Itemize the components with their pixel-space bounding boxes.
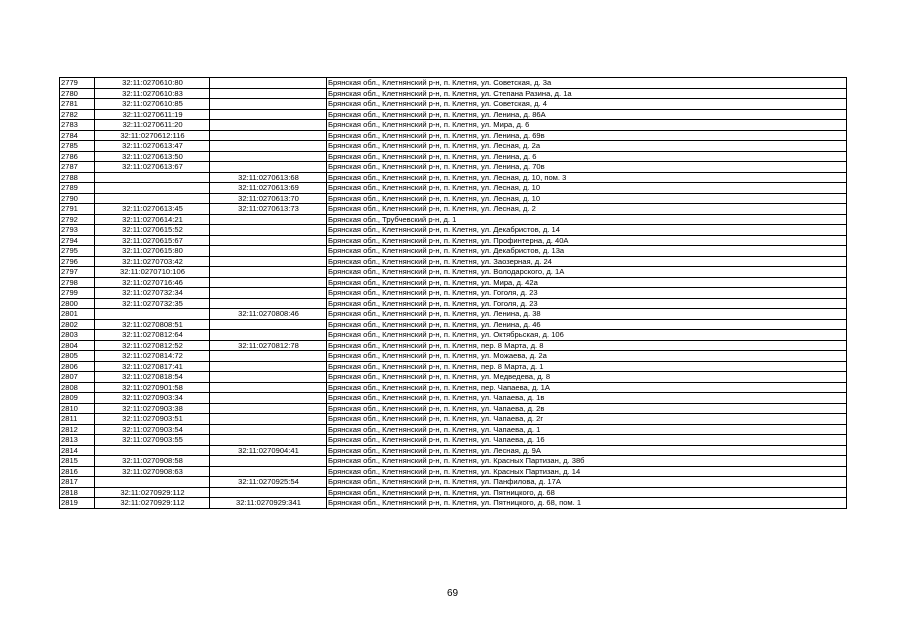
- table-row: [60, 120, 847, 131]
- table-row: [60, 256, 847, 267]
- table-row: [60, 361, 847, 372]
- cadastral-number-cell: 32:11:0270703:42: [95, 256, 210, 267]
- address-cell: Брянская обл., Клетнянский р-н, п. Клетня, пер. 8 Марта, д. 8: [327, 340, 847, 351]
- address-cell: Брянская обл., Клетнянский р-н, п. Клетня, ул. Гоголя, д. 23: [327, 288, 847, 299]
- cadastral-number-cell: 32:11:0270901:58: [95, 382, 210, 393]
- row-number-cell: 2814: [60, 445, 95, 456]
- row-number-cell: 2802: [60, 319, 95, 330]
- address-cell: Брянская обл., Клетнянский р-н, п. Клетня, ул. Гоголя, д. 23: [327, 298, 847, 309]
- address-cell: Брянская обл., Клетнянский р-н, п. Клетня, ул. Лесная, д. 10, пом. 3: [327, 172, 847, 183]
- row-number-cell: 2810: [60, 403, 95, 414]
- row-number-cell: 2812: [60, 424, 95, 435]
- row-number-cell: 2819: [60, 498, 95, 509]
- cadastral-number-cell: 32:11:0270610:80: [95, 78, 210, 89]
- premises-cadastral-number-cell: [210, 403, 327, 414]
- premises-cadastral-number-cell: [210, 78, 327, 89]
- premises-cadastral-number-cell: [210, 361, 327, 372]
- cadastral-number-cell: 32:11:0270808:51: [95, 319, 210, 330]
- premises-cadastral-number-cell: [210, 288, 327, 299]
- table-row: [60, 78, 847, 89]
- address-cell: Брянская обл., Клетнянский р-н, п. Клетня, ул. Лесная, д. 2а: [327, 141, 847, 152]
- address-cell: Брянская обл., Клетнянский р-н, п. Клетня, ул. Мира, д. 6: [327, 120, 847, 131]
- cadastral-number-cell: [95, 183, 210, 194]
- table-row: [60, 172, 847, 183]
- cadastral-number-cell: [95, 477, 210, 488]
- row-number-cell: 2806: [60, 361, 95, 372]
- row-number-cell: 2795: [60, 246, 95, 257]
- cadastral-number-cell: 32:11:0270611:20: [95, 120, 210, 131]
- table-row: [60, 193, 847, 204]
- address-cell: Брянская обл., Клетнянский р-н, п. Клетня, ул. Декабристов, д. 14: [327, 225, 847, 236]
- cadastral-number-cell: [95, 309, 210, 320]
- row-number-cell: 2801: [60, 309, 95, 320]
- table-row: [60, 246, 847, 257]
- row-number-cell: 2786: [60, 151, 95, 162]
- cadastral-number-cell: 32:11:0270903:51: [95, 414, 210, 425]
- premises-cadastral-number-cell: [210, 298, 327, 309]
- table-row: [60, 466, 847, 477]
- table-row: [60, 309, 847, 320]
- table-row: [60, 498, 847, 509]
- premises-cadastral-number-cell: [210, 109, 327, 120]
- cadastral-number-cell: 32:11:0270613:67: [95, 162, 210, 173]
- table-row: [60, 435, 847, 446]
- table-row: [60, 298, 847, 309]
- table-row: [60, 109, 847, 120]
- row-number-cell: 2791: [60, 204, 95, 215]
- premises-cadastral-number-cell: [210, 351, 327, 362]
- table-row: [60, 288, 847, 299]
- premises-cadastral-number-cell: [210, 393, 327, 404]
- register-table-container: [59, 77, 841, 509]
- cadastral-number-cell: 32:11:0270615:67: [95, 235, 210, 246]
- address-cell: Брянская обл., Клетнянский р-н, п. Клетня, ул. Мира, д. 42а: [327, 277, 847, 288]
- address-cell: Брянская обл., Клетнянский р-н, п. Клетня, ул. Панфилова, д. 17А: [327, 477, 847, 488]
- premises-cadastral-number-cell: [210, 235, 327, 246]
- premises-cadastral-number-cell: [210, 277, 327, 288]
- address-cell: Брянская обл., Клетнянский р-н, п. Клетня, ул. Ленина, д. 46: [327, 319, 847, 330]
- address-cell: Брянская обл., Трубчевский р-н, д. 1: [327, 214, 847, 225]
- row-number-cell: 2807: [60, 372, 95, 383]
- cadastral-number-cell: 32:11:0270732:35: [95, 298, 210, 309]
- premises-cadastral-number-cell: [210, 225, 327, 236]
- row-number-cell: 2798: [60, 277, 95, 288]
- cadastral-number-cell: 32:11:0270615:80: [95, 246, 210, 257]
- table-row: [60, 424, 847, 435]
- table-row: [60, 151, 847, 162]
- cadastral-number-cell: 32:11:0270812:52: [95, 340, 210, 351]
- row-number-cell: 2803: [60, 330, 95, 341]
- premises-cadastral-number-cell: [210, 414, 327, 425]
- cadastral-number-cell: 32:11:0270908:58: [95, 456, 210, 467]
- row-number-cell: 2794: [60, 235, 95, 246]
- address-cell: Брянская обл., Клетнянский р-н, п. Клетня, ул. Ленина, д. 38: [327, 309, 847, 320]
- row-number-cell: 2787: [60, 162, 95, 173]
- table-row: [60, 477, 847, 488]
- address-cell: Брянская обл., Клетнянский р-н, п. Клетня, ул. Красных Партизан, д. 14: [327, 466, 847, 477]
- address-cell: Брянская обл., Клетнянский р-н, п. Клетня, ул. Профинтерна, д. 40А: [327, 235, 847, 246]
- address-cell: Брянская обл., Клетнянский р-н, п. Клетня, ул. Пятницкого, д. 68: [327, 487, 847, 498]
- address-cell: Брянская обл., Клетнянский р-н, п. Клетня, ул. Ленина, д. 70в: [327, 162, 847, 173]
- address-cell: Брянская обл., Клетнянский р-н, п. Клетня, ул. Советская, д. 3а: [327, 78, 847, 89]
- premises-cadastral-number-cell: [210, 162, 327, 173]
- table-row: [60, 414, 847, 425]
- cadastral-number-cell: 32:11:0270817:41: [95, 361, 210, 372]
- row-number-cell: 2815: [60, 456, 95, 467]
- row-number-cell: 2793: [60, 225, 95, 236]
- table-row: [60, 204, 847, 215]
- cadastral-number-cell: 32:11:0270610:85: [95, 99, 210, 110]
- row-number-cell: 2782: [60, 109, 95, 120]
- premises-cadastral-number-cell: [210, 435, 327, 446]
- row-number-cell: 2785: [60, 141, 95, 152]
- premises-cadastral-number-cell: [210, 267, 327, 278]
- premises-cadastral-number-cell: 32:11:0270613:73: [210, 204, 327, 215]
- premises-cadastral-number-cell: [210, 99, 327, 110]
- address-cell: Брянская обл., Клетнянский р-н, п. Клетня, ул. Степана Разина, д. 1а: [327, 88, 847, 99]
- premises-cadastral-number-cell: [210, 382, 327, 393]
- row-number-cell: 2784: [60, 130, 95, 141]
- table-row: [60, 319, 847, 330]
- table-row: [60, 456, 847, 467]
- address-cell: Брянская обл., Клетнянский р-н, п. Клетня, ул. Заозерная, д. 24: [327, 256, 847, 267]
- row-number-cell: 2780: [60, 88, 95, 99]
- cadastral-number-cell: 32:11:0270613:50: [95, 151, 210, 162]
- row-number-cell: 2796: [60, 256, 95, 267]
- premises-cadastral-number-cell: 32:11:0270613:68: [210, 172, 327, 183]
- row-number-cell: 2781: [60, 99, 95, 110]
- premises-cadastral-number-cell: [210, 246, 327, 257]
- table-row: [60, 487, 847, 498]
- table-row: [60, 403, 847, 414]
- premises-cadastral-number-cell: [210, 424, 327, 435]
- cadastral-number-cell: 32:11:0270929:112: [95, 487, 210, 498]
- address-cell: Брянская обл., Клетнянский р-н, п. Клетня, ул. Лесная, д. 2: [327, 204, 847, 215]
- cadastral-number-cell: 32:11:0270732:34: [95, 288, 210, 299]
- address-cell: Брянская обл., Клетнянский р-н, п. Клетня, ул. Пятницкого, д. 68, пом. 1: [327, 498, 847, 509]
- address-cell: Брянская обл., Клетнянский р-н, п. Клетня, пер. Чапаева, д. 1А: [327, 382, 847, 393]
- table-row: [60, 372, 847, 383]
- cadastral-number-cell: [95, 445, 210, 456]
- premises-cadastral-number-cell: [210, 456, 327, 467]
- premises-cadastral-number-cell: [210, 141, 327, 152]
- table-row: [60, 445, 847, 456]
- cadastral-number-cell: 32:11:0270812:64: [95, 330, 210, 341]
- cadastral-number-cell: 32:11:0270613:47: [95, 141, 210, 152]
- table-row: [60, 130, 847, 141]
- premises-cadastral-number-cell: [210, 256, 327, 267]
- register-table: [59, 77, 847, 509]
- cadastral-number-cell: [95, 193, 210, 204]
- table-row: [60, 267, 847, 278]
- premises-cadastral-number-cell: 32:11:0270812:78: [210, 340, 327, 351]
- cadastral-number-cell: 32:11:0270903:54: [95, 424, 210, 435]
- premises-cadastral-number-cell: 32:11:0270613:70: [210, 193, 327, 204]
- cadastral-number-cell: 32:11:0270814:72: [95, 351, 210, 362]
- premises-cadastral-number-cell: [210, 466, 327, 477]
- premises-cadastral-number-cell: [210, 487, 327, 498]
- cadastral-number-cell: 32:11:0270716:46: [95, 277, 210, 288]
- premises-cadastral-number-cell: [210, 120, 327, 131]
- address-cell: Брянская обл., Клетнянский р-н, п. Клетня, ул. Можаева, д. 2а: [327, 351, 847, 362]
- address-cell: Брянская обл., Клетнянский р-н, п. Клетня, ул. Чапаева, д. 16: [327, 435, 847, 446]
- premises-cadastral-number-cell: 32:11:0270808:46: [210, 309, 327, 320]
- address-cell: Брянская обл., Клетнянский р-н, п. Клетня, ул. Чапаева, д. 2г: [327, 414, 847, 425]
- table-row: [60, 162, 847, 173]
- row-number-cell: 2808: [60, 382, 95, 393]
- address-cell: Брянская обл., Клетнянский р-н, п. Клетня, ул. Лесная, д. 9А: [327, 445, 847, 456]
- address-cell: Брянская обл., Клетнянский р-н, п. Клетня, ул. Лесная, д. 10: [327, 183, 847, 194]
- premises-cadastral-number-cell: 32:11:0270925:54: [210, 477, 327, 488]
- row-number-cell: 2816: [60, 466, 95, 477]
- premises-cadastral-number-cell: [210, 88, 327, 99]
- cadastral-number-cell: [95, 172, 210, 183]
- address-cell: Брянская обл., Клетнянский р-н, п. Клетня, ул. Лесная, д. 10: [327, 193, 847, 204]
- address-cell: Брянская обл., Клетнянский р-н, п. Клетня, ул. Октябрьская, д. 106: [327, 330, 847, 341]
- cadastral-number-cell: 32:11:0270903:38: [95, 403, 210, 414]
- address-cell: Брянская обл., Клетнянский р-н, п. Клетня, ул. Красных Партизан, д. 38б: [327, 456, 847, 467]
- table-row: [60, 382, 847, 393]
- table-row: [60, 214, 847, 225]
- row-number-cell: 2809: [60, 393, 95, 404]
- row-number-cell: 2799: [60, 288, 95, 299]
- premises-cadastral-number-cell: [210, 214, 327, 225]
- table-row: [60, 99, 847, 110]
- address-cell: Брянская обл., Клетнянский р-н, п. Клетня, ул. Ленина, д. 86А: [327, 109, 847, 120]
- table-row: [60, 88, 847, 99]
- address-cell: Брянская обл., Клетнянский р-н, п. Клетня, пер. 8 Марта, д. 1: [327, 361, 847, 372]
- cadastral-number-cell: 32:11:0270615:52: [95, 225, 210, 236]
- address-cell: Брянская обл., Клетнянский р-н, п. Клетня, ул. Ленина, д. 6: [327, 151, 847, 162]
- address-cell: Брянская обл., Клетнянский р-н, п. Клетня, ул. Чапаева, д. 1в: [327, 393, 847, 404]
- address-cell: Брянская обл., Клетнянский р-н, п. Клетня, ул. Декабристов, д. 13а: [327, 246, 847, 257]
- cadastral-number-cell: 32:11:0270611:19: [95, 109, 210, 120]
- address-cell: Брянская обл., Клетнянский р-н, п. Клетня, ул. Володарского, д. 1А: [327, 267, 847, 278]
- row-number-cell: 2788: [60, 172, 95, 183]
- address-cell: Брянская обл., Клетнянский р-н, п. Клетня, ул. Ленина, д. 69в: [327, 130, 847, 141]
- cadastral-number-cell: 32:11:0270908:63: [95, 466, 210, 477]
- premises-cadastral-number-cell: [210, 330, 327, 341]
- table-row: [60, 277, 847, 288]
- premises-cadastral-number-cell: 32:11:0270929:341: [210, 498, 327, 509]
- row-number-cell: 2800: [60, 298, 95, 309]
- address-cell: Брянская обл., Клетнянский р-н, п. Клетня, ул. Медведева, д. 8: [327, 372, 847, 383]
- table-row: [60, 183, 847, 194]
- row-number-cell: 2817: [60, 477, 95, 488]
- premises-cadastral-number-cell: 32:11:0270613:69: [210, 183, 327, 194]
- row-number-cell: 2779: [60, 78, 95, 89]
- cadastral-number-cell: 32:11:0270610:83: [95, 88, 210, 99]
- row-number-cell: 2813: [60, 435, 95, 446]
- cadastral-number-cell: 32:11:0270929:112: [95, 498, 210, 509]
- table-body: [60, 78, 847, 509]
- cadastral-number-cell: 32:11:0270613:45: [95, 204, 210, 215]
- table-row: [60, 393, 847, 404]
- table-row: [60, 235, 847, 246]
- row-number-cell: 2783: [60, 120, 95, 131]
- premises-cadastral-number-cell: 32:11:0270904:41: [210, 445, 327, 456]
- table-row: [60, 340, 847, 351]
- cadastral-number-cell: 32:11:0270614:21: [95, 214, 210, 225]
- row-number-cell: 2792: [60, 214, 95, 225]
- premises-cadastral-number-cell: [210, 319, 327, 330]
- row-number-cell: 2797: [60, 267, 95, 278]
- address-cell: Брянская обл., Клетнянский р-н, п. Клетня, ул. Чапаева, д. 2в: [327, 403, 847, 414]
- row-number-cell: 2818: [60, 487, 95, 498]
- cadastral-number-cell: 32:11:0270903:34: [95, 393, 210, 404]
- cadastral-number-cell: 32:11:0270612:116: [95, 130, 210, 141]
- table-row: [60, 330, 847, 341]
- cadastral-number-cell: 32:11:0270903:55: [95, 435, 210, 446]
- row-number-cell: 2811: [60, 414, 95, 425]
- address-cell: Брянская обл., Клетнянский р-н, п. Клетня, ул. Советская, д. 4: [327, 99, 847, 110]
- row-number-cell: 2805: [60, 351, 95, 362]
- table-row: [60, 351, 847, 362]
- row-number-cell: 2789: [60, 183, 95, 194]
- table-row: [60, 225, 847, 236]
- row-number-cell: 2804: [60, 340, 95, 351]
- table-row: [60, 141, 847, 152]
- premises-cadastral-number-cell: [210, 372, 327, 383]
- premises-cadastral-number-cell: [210, 151, 327, 162]
- cadastral-number-cell: 32:11:0270818:54: [95, 372, 210, 383]
- premises-cadastral-number-cell: [210, 130, 327, 141]
- address-cell: Брянская обл., Клетнянский р-н, п. Клетня, ул. Чапаева, д. 1: [327, 424, 847, 435]
- page-number: 69: [446, 588, 459, 599]
- cadastral-number-cell: 32:11:0270710:106: [95, 267, 210, 278]
- row-number-cell: 2790: [60, 193, 95, 204]
